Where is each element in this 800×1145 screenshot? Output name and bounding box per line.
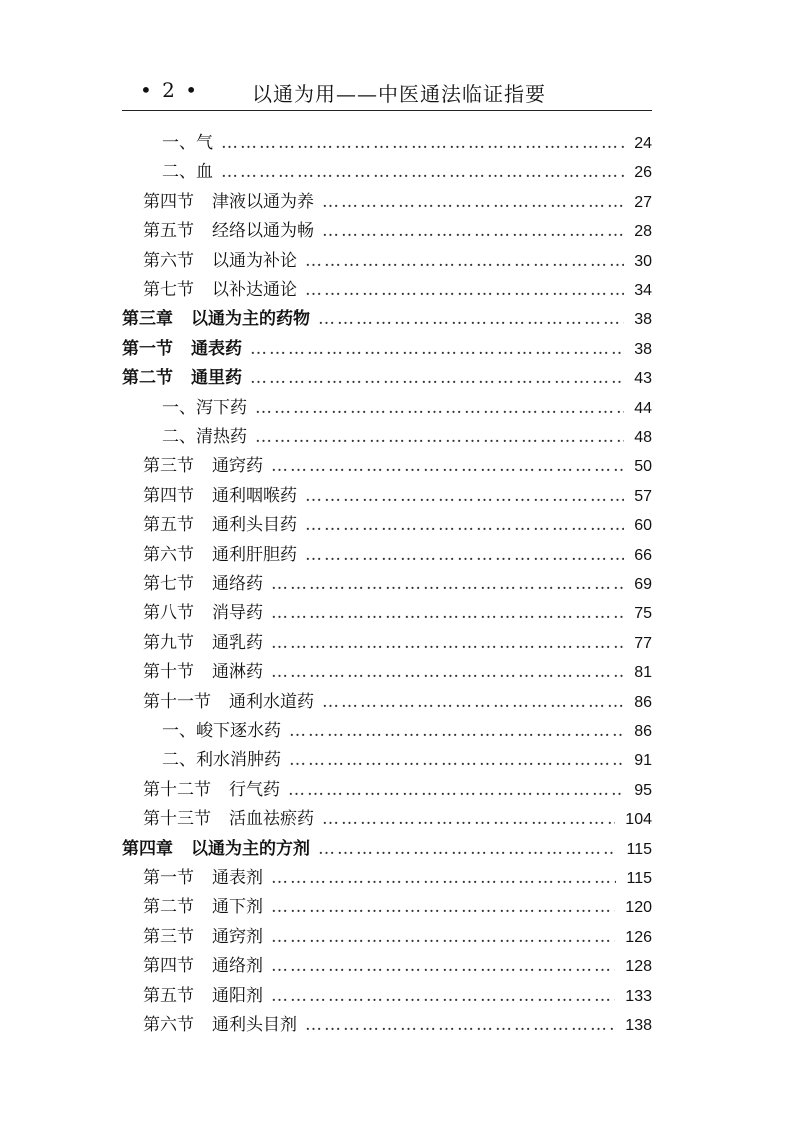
toc-entry-number: 第八节 bbox=[143, 603, 194, 624]
dot-leader bbox=[305, 247, 624, 276]
toc-entry-number: 第三章 bbox=[122, 309, 173, 330]
dot-leader bbox=[250, 335, 624, 364]
toc-entry bbox=[162, 717, 652, 746]
toc-entry-number: 二、 bbox=[162, 162, 196, 183]
toc-entry bbox=[143, 805, 652, 834]
toc-entry-page: 28 bbox=[634, 223, 652, 241]
toc-entry-number: 第六节 bbox=[143, 250, 194, 271]
dot-leader bbox=[322, 688, 624, 717]
toc-entry-page: 81 bbox=[634, 664, 652, 682]
dot-leader bbox=[322, 805, 615, 834]
toc-entry-number: 第一节 bbox=[122, 338, 173, 359]
toc-entry-page: 60 bbox=[634, 517, 652, 535]
toc-entry bbox=[143, 923, 652, 952]
toc-entry-page: 43 bbox=[634, 370, 652, 388]
toc-entry-page: 66 bbox=[634, 546, 652, 564]
toc-entry-number: 第六节 bbox=[143, 544, 194, 565]
toc-entry-title: 通阳剂 bbox=[212, 985, 263, 1006]
toc-entry-title: 通利肝胆药 bbox=[212, 544, 297, 565]
toc-entry-title: 通淋药 bbox=[212, 662, 263, 683]
toc-entry-page: 75 bbox=[634, 605, 652, 623]
toc-entry-page: 24 bbox=[634, 135, 652, 152]
toc-entry-page: 77 bbox=[634, 634, 652, 652]
dot-leader bbox=[318, 835, 616, 864]
toc-entry bbox=[143, 688, 652, 717]
toc-entry-page: 126 bbox=[625, 928, 652, 946]
toc-entry bbox=[143, 482, 652, 511]
toc-entry-number: 一、 bbox=[162, 721, 196, 741]
toc-entry-title: 清热药 bbox=[196, 427, 247, 447]
toc-entry-number: 第四节 bbox=[143, 485, 194, 506]
toc-entry-title: 通利咽喉药 bbox=[212, 485, 297, 506]
running-header bbox=[122, 78, 652, 108]
toc-entry-title: 泻下药 bbox=[196, 397, 247, 418]
toc-entry-title: 消导药 bbox=[212, 603, 263, 624]
dot-leader bbox=[255, 394, 624, 423]
toc-entry-page: 26 bbox=[634, 164, 652, 182]
toc-entry bbox=[143, 982, 652, 1011]
toc-entry-page: 50 bbox=[634, 458, 652, 476]
dot-leader bbox=[221, 129, 624, 158]
dot-leader bbox=[305, 511, 624, 540]
toc-entry-number: 第五节 bbox=[143, 515, 194, 536]
dot-leader bbox=[271, 982, 615, 1011]
toc-entry-title: 通窍剂 bbox=[212, 926, 263, 947]
toc-entry-page: 34 bbox=[634, 282, 652, 299]
dot-leader bbox=[305, 541, 624, 570]
toc-entry bbox=[143, 893, 652, 922]
toc-entry-number: 第二节 bbox=[122, 368, 173, 389]
toc-entry-page: 48 bbox=[634, 429, 652, 446]
toc-entry-title: 以补达通论 bbox=[212, 280, 297, 300]
toc-entry-title: 气 bbox=[196, 133, 213, 153]
toc-entry-title: 通下剂 bbox=[212, 897, 263, 918]
dot-leader bbox=[288, 776, 624, 805]
toc-entry bbox=[162, 158, 652, 187]
toc-entry bbox=[143, 541, 652, 570]
toc-entry-number: 二、 bbox=[162, 750, 196, 771]
toc-entry-title: 通利水道药 bbox=[229, 691, 314, 712]
toc-entry bbox=[143, 217, 652, 246]
dot-leader bbox=[255, 423, 624, 452]
toc-entry bbox=[162, 394, 652, 423]
header-divider bbox=[122, 110, 652, 111]
dot-leader bbox=[250, 364, 624, 393]
dot-leader bbox=[322, 217, 624, 246]
toc-entry-page: 27 bbox=[634, 193, 652, 211]
toc-entry-number: 第五节 bbox=[143, 985, 194, 1006]
toc-entry-page: 128 bbox=[625, 958, 652, 976]
toc-entry-number: 一、 bbox=[162, 133, 196, 153]
toc-entry-title: 通里药 bbox=[191, 368, 242, 389]
toc-entry-title: 通乳药 bbox=[212, 632, 263, 653]
toc-entry-number: 第六节 bbox=[143, 1015, 194, 1035]
page-number: • 2 • bbox=[140, 78, 200, 102]
toc-entry-page: 95 bbox=[634, 781, 652, 799]
toc-entry bbox=[143, 188, 652, 217]
toc-entry-number: 第三节 bbox=[143, 456, 194, 477]
toc-entry-title: 利水消肿药 bbox=[196, 750, 281, 771]
toc-entry-title: 通利头目剂 bbox=[212, 1015, 297, 1035]
toc-entry bbox=[143, 599, 652, 628]
toc-entry-number: 一、 bbox=[162, 397, 196, 418]
dot-leader bbox=[305, 482, 624, 511]
toc-entry-page: 69 bbox=[634, 576, 652, 593]
toc-entry-page: 38 bbox=[634, 340, 652, 358]
dot-leader bbox=[271, 629, 624, 658]
toc-entry-page: 86 bbox=[634, 693, 652, 711]
toc-entry-title: 活血祛瘀药 bbox=[229, 809, 314, 830]
toc-entry-page: 57 bbox=[634, 487, 652, 505]
dot-leader bbox=[221, 158, 624, 187]
toc-entry-number: 第四章 bbox=[122, 838, 173, 859]
dot-leader bbox=[271, 923, 615, 952]
toc-entry-number: 第三节 bbox=[143, 926, 194, 947]
toc-entry-number: 第七节 bbox=[143, 574, 194, 594]
toc-entry bbox=[143, 276, 652, 305]
dot-leader bbox=[305, 276, 624, 305]
toc-entry bbox=[122, 835, 652, 864]
dot-leader bbox=[271, 570, 624, 599]
toc-entry-page: 120 bbox=[625, 899, 652, 917]
toc-entry-number: 第四节 bbox=[143, 956, 194, 977]
toc-entry-page: 133 bbox=[625, 987, 652, 1005]
toc-entry-number: 二、 bbox=[162, 427, 196, 447]
toc-entry-title: 以通为主的药物 bbox=[191, 309, 310, 330]
toc-entry bbox=[143, 776, 652, 805]
toc-entry-number: 第九节 bbox=[143, 632, 194, 653]
toc-entry bbox=[143, 511, 652, 540]
dot-leader bbox=[289, 717, 624, 746]
toc-entry-number: 第十一节 bbox=[143, 691, 211, 712]
dot-leader bbox=[289, 746, 624, 775]
toc-entry-title: 通表药 bbox=[191, 338, 242, 359]
toc-entry-title: 通窍药 bbox=[212, 456, 263, 477]
toc-entry-number: 第十节 bbox=[143, 662, 194, 683]
toc-entry bbox=[143, 629, 652, 658]
toc-entry-number: 第十二节 bbox=[143, 779, 211, 800]
dot-leader bbox=[318, 305, 624, 334]
toc-entry-title: 津液以通为养 bbox=[212, 191, 314, 212]
toc-entry-page: 104 bbox=[625, 811, 652, 829]
toc-entry-title: 行气药 bbox=[229, 779, 280, 800]
toc-entry-title: 通络剂 bbox=[212, 956, 263, 977]
toc-entry-page: 44 bbox=[634, 399, 652, 417]
toc-entry bbox=[143, 952, 652, 981]
toc-entry-number: 第十三节 bbox=[143, 809, 211, 830]
dot-leader bbox=[271, 893, 615, 922]
toc-entry-page: 138 bbox=[625, 1017, 652, 1034]
toc-entry-number: 第二节 bbox=[143, 897, 194, 918]
dot-leader bbox=[271, 452, 624, 481]
toc-entry-number: 第一节 bbox=[143, 868, 194, 888]
running-title: 以通为用——中医通法临证指要 bbox=[252, 82, 546, 106]
toc-entry-title: 峻下逐水药 bbox=[196, 721, 281, 741]
toc-entry bbox=[122, 335, 652, 364]
dot-leader bbox=[271, 658, 624, 687]
dot-leader bbox=[271, 864, 616, 893]
toc-entry-title: 以通为主的方剂 bbox=[191, 838, 310, 859]
toc-entry bbox=[143, 1011, 652, 1040]
toc-entry-title: 经络以通为畅 bbox=[212, 221, 314, 242]
toc-entry bbox=[143, 247, 652, 276]
toc-entry-number: 第四节 bbox=[143, 191, 194, 212]
toc-entry bbox=[122, 305, 652, 334]
toc-entry-number: 第七节 bbox=[143, 280, 194, 300]
dot-leader bbox=[305, 1011, 615, 1040]
toc-entry bbox=[143, 452, 652, 481]
toc-entry bbox=[122, 364, 652, 393]
toc-entry bbox=[143, 570, 652, 599]
toc-entry bbox=[162, 129, 652, 158]
toc-entry-page: 86 bbox=[634, 723, 652, 740]
toc-entry-page: 38 bbox=[634, 311, 652, 329]
toc-entry-page: 115 bbox=[626, 840, 652, 858]
toc-entry bbox=[162, 423, 652, 452]
dot-leader bbox=[271, 952, 615, 981]
dot-leader bbox=[271, 599, 624, 628]
toc-entry bbox=[162, 746, 652, 775]
toc-entry-title: 血 bbox=[196, 162, 213, 183]
toc-entry-title: 通络药 bbox=[212, 574, 263, 594]
toc-entry-page: 30 bbox=[634, 252, 652, 270]
toc-entry bbox=[143, 658, 652, 687]
toc-entry-page: 115 bbox=[626, 870, 652, 887]
toc-entry-page: 91 bbox=[634, 752, 652, 770]
dot-leader bbox=[322, 188, 624, 217]
toc-entry-number: 第五节 bbox=[143, 221, 194, 242]
toc-entry-title: 通表剂 bbox=[212, 868, 263, 888]
toc-entry-title: 通利头目药 bbox=[212, 515, 297, 536]
toc-entry bbox=[143, 864, 652, 893]
toc-entry-title: 以通为补论 bbox=[212, 250, 297, 271]
